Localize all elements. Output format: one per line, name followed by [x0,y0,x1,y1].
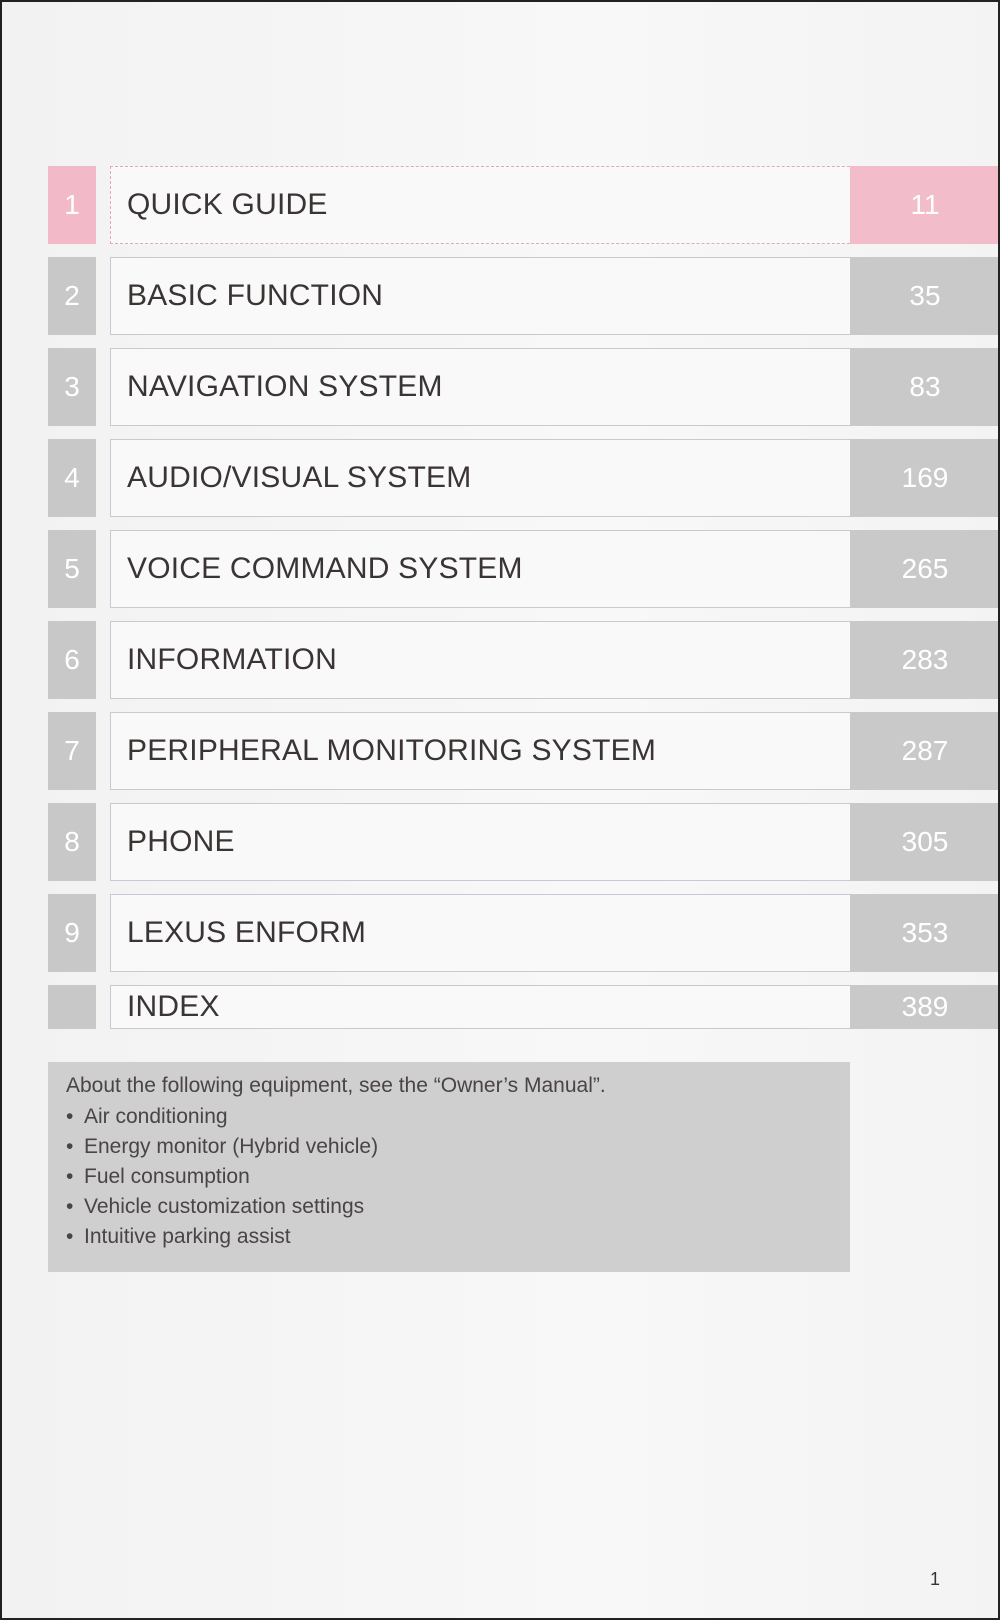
toc-number: 8 [48,803,96,881]
toc-row-index[interactable] [48,985,1000,1029]
list-item [66,1192,832,1222]
toc-page-number: 35 [850,257,1000,335]
toc-title: NAVIGATION SYSTEM [110,348,900,426]
toc-number: 2 [48,257,96,335]
toc-number: 1 [48,166,96,244]
list-item-text: Energy monitor (Hybrid vehicle) [84,1135,379,1158]
list-item-text: Intuitive parking assist [84,1225,291,1248]
bullet-icon: • [66,1135,74,1158]
toc-row-information[interactable] [48,621,1000,699]
list-item-text: Vehicle customization settings [84,1195,365,1218]
toc-number: 9 [48,894,96,972]
toc-page-number: 169 [850,439,1000,517]
bullet-icon: • [66,1225,74,1248]
page-number: 1 [930,1569,941,1589]
toc-number-blank [48,985,96,1029]
toc-title: PERIPHERAL MONITORING SYSTEM [110,712,900,790]
toc-page-number: 305 [850,803,1000,881]
toc-row-quick-guide[interactable] [48,166,1000,244]
toc-row-peripheral-monitoring-system[interactable] [48,712,1000,790]
note-list [66,1102,832,1252]
toc-page-number: 389 [850,985,1000,1029]
toc-row-lexus-enform[interactable] [48,894,1000,972]
toc-row-audio-visual-system[interactable] [48,439,1000,517]
toc-number: 4 [48,439,96,517]
toc-row-navigation-system[interactable] [48,348,1000,426]
toc-page-number: 11 [850,166,1000,244]
toc-title: BASIC FUNCTION [110,257,900,335]
bullet-icon: • [66,1105,74,1128]
equipment-note [48,1062,850,1272]
toc-page-number: 265 [850,530,1000,608]
toc-title: INFORMATION [110,621,900,699]
list-item-text: Fuel consumption [84,1165,250,1188]
toc-title: PHONE [110,803,900,881]
toc-page-number: 283 [850,621,1000,699]
toc-number: 6 [48,621,96,699]
toc-title: VOICE COMMAND SYSTEM [110,530,900,608]
list-item [66,1132,832,1162]
list-item [66,1162,832,1192]
list-item-text: Air conditioning [84,1105,228,1128]
toc-row-phone[interactable] [48,803,1000,881]
toc-page-number: 353 [850,894,1000,972]
toc-number: 7 [48,712,96,790]
toc-title: AUDIO/VISUAL SYSTEM [110,439,900,517]
toc-page-number: 287 [850,712,1000,790]
bullet-icon: • [66,1165,74,1188]
toc-number: 3 [48,348,96,426]
toc-number: 5 [48,530,96,608]
bullet-icon: • [66,1195,74,1218]
toc-row-basic-function[interactable] [48,257,1000,335]
toc-title: LEXUS ENFORM [110,894,900,972]
note-intro: About the following equipment, see the “Owner’s Manual”. [66,1074,606,1097]
list-item [66,1102,832,1132]
toc-title: QUICK GUIDE [110,166,900,244]
list-item [66,1222,832,1252]
toc-row-voice-command-system[interactable] [48,530,1000,608]
toc-page-number: 83 [850,348,1000,426]
toc-title: INDEX [110,985,900,1029]
